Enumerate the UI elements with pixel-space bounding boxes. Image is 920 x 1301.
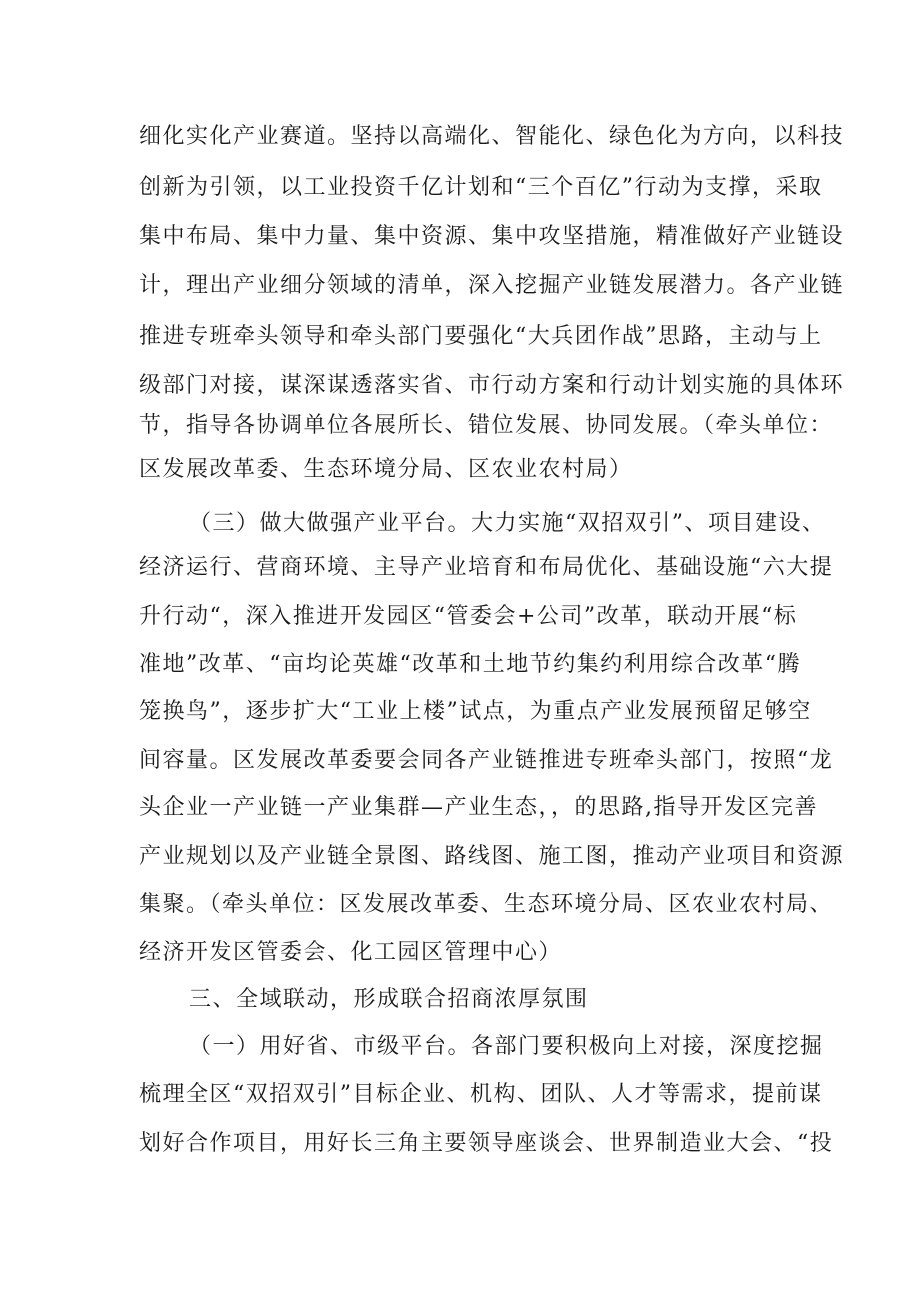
text-line-15: 头企业一产业链一产业集群—产业生态，，的思路,指导开发区完善 [139,795,818,820]
text-line-18: 经济开发区管委会、化工园区管理中心） [139,940,563,965]
text-line-6: 级部门对接，谋深谋透落实省、市行动方案和行动计划实施的具体环 [139,373,845,398]
text-line-13: 笼换鸟”，逐步扩大“工业上楼”试点，为重点产业发展预留足够空 [139,699,812,724]
section-heading: 三、全域联动，形成联合招商浓厚氛围 [189,987,589,1012]
text-line-14: 间容量。区发展改革委要会同各产业链推进专班牵头部门，按照“龙 [139,748,834,773]
text-line-20: （一）用好省、市级平台。各部门要积极向上对接，深度挖掘 [189,1034,824,1059]
text-line-2: 创新为引领，以工业投资千亿计划和“三个百亿”行动为支撑，采取 [139,175,823,200]
text-line-9: （三）做大做强产业平台。大力实施“双招双引”、项目建设、 [189,511,826,536]
text-line-16: 产业规划以及产业链全景图、路线图、施工图，推动产业项目和资源 [139,844,845,869]
text-line-12: 准地”改革、“亩均论英雄“改革和土地节约集约利用综合改革“腾 [139,652,801,677]
text-line-10: 经济运行、营商环境、主导产业培育和布局优化、基础设施“六大提 [139,555,834,580]
text-line-21: 梳理全区“双招双引”目标企业、机构、团队、人才等需求，提前谋 [139,1082,823,1107]
text-line-4: 计，理出产业细分领域的清单，深入挖掘产业链发展潜力。各产业链 [139,273,845,298]
text-line-17: 集聚。（牵头单位：区发展改革委、生态环境分局、区农业农村局、 [139,892,834,917]
text-line-5: 推进专班牵头领导和牵头部门要强化“大兵团作战”思路，主动与上 [139,324,823,349]
text-line-3: 集中布局、集中力量、集中资源、集中攻坚措施，精准做好产业链设 [139,224,845,249]
text-line-8: 区发展改革委、生态环境分局、区农业农村局） [139,457,633,482]
text-line-22: 划好合作项目，用好长三角主要领导座谈会、世界制造业大会、“投 [139,1131,834,1156]
text-line-7: 节，指导各协调单位各展所长、错位发展、协同发展。（牵头单位： [139,413,834,438]
text-line-1: 细化实化产业赛道。坚持以高端化、智能化、绿色化为方向，以科技 [139,124,845,149]
text-line-11: 升行动“，深入推进开发园区“管委会+公司”改革，联动开展“标 [139,604,798,629]
